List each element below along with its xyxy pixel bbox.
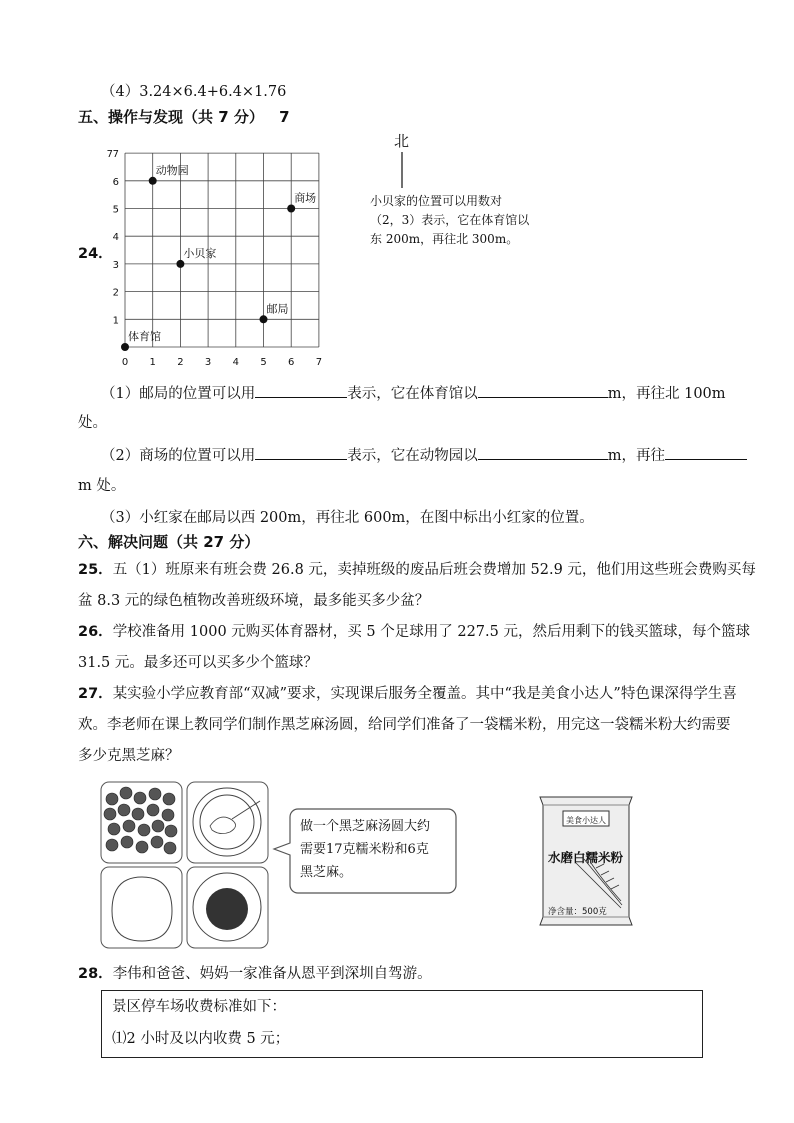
x-tick-label: 0 — [121, 357, 129, 368]
q26-line-1: 学校准备用 1000 元购买体育器材，买 5 个足球用了 227.5 元，然后用剩下的钱买篮球，每个篮球 — [112, 624, 750, 640]
q25-line-2: 盆 8.3 元的绿色植物改善班级环境，最多能买多少盆？ — [78, 593, 430, 609]
grid-point-label: 邮局 — [266, 302, 289, 316]
x-tick-label: 1 — [149, 357, 156, 368]
y-tick-label: 6 — [112, 176, 119, 188]
q27-line-1: 某实验小学应教育部“双减”要求，实现课后服务全覆盖。其中“我是美食小达人”特色课深得学生喜 — [112, 686, 737, 702]
bubble-line-2: 需要17克糯米粉和6克 — [300, 842, 429, 857]
y-tick-label: 5 — [112, 204, 119, 216]
x-tick-label: 6 — [288, 357, 295, 368]
q26-line-2: 31.5 元。最多还可以买多少个篮球？ — [78, 655, 318, 671]
q27-number: 27． — [78, 686, 113, 702]
q28-number: 28． — [78, 966, 113, 982]
y-tick-label: 4 — [112, 232, 119, 244]
item-4: （4）3.24×6.4+6.4×1.76 — [101, 84, 287, 100]
q24-p2-d: m 处。 — [78, 478, 126, 494]
q26 — [78, 622, 750, 642]
q27-line-3: 多少克黑芝麻？ — [78, 748, 180, 764]
coordinate-grid — [105, 150, 330, 375]
answer-blank[interactable] — [255, 383, 347, 398]
q24-p1-a: （1）邮局的位置可以用 — [101, 386, 256, 402]
section-5-title-text: 五、操作与发现（共 7 分） — [78, 108, 264, 126]
x-tick-label: 7 — [315, 357, 323, 368]
north-label: 北 — [394, 132, 410, 150]
speech-bubble-text — [300, 815, 430, 884]
north-arrow-icon — [396, 150, 408, 190]
parking-fee-line-2: ⑴2 小时及以内收费 5 元； — [112, 1031, 290, 1047]
answer-blank[interactable] — [478, 445, 608, 460]
tangyuan-steps-illustration — [100, 781, 272, 951]
q25-line-1: 五（1）班原来有班会费 26.8 元，卖掉班级的废品后班会费增加 52.9 元，他们用这些班会费购买每 — [112, 562, 756, 578]
grid-point — [287, 205, 295, 213]
q26-number: 26． — [78, 624, 113, 640]
grid-points — [121, 163, 316, 351]
answer-blank[interactable] — [255, 445, 347, 460]
y-tick-label: 7 — [112, 150, 119, 161]
parking-fee-line-1: 景区停车场收费标准如下： — [112, 999, 286, 1015]
answer-blank[interactable] — [665, 445, 747, 460]
grid-point-label: 小贝家 — [183, 246, 217, 260]
grid-point — [260, 315, 268, 323]
q24-note — [370, 192, 529, 249]
filled-dough-icon — [193, 873, 261, 941]
q25 — [78, 560, 756, 580]
section-6-title: 六、解决问题（共 27 分） — [78, 533, 260, 551]
q24-p1-c: m，再往北 100m — [607, 386, 726, 402]
section-5-extra: 7 — [279, 108, 290, 126]
q24-p2-c: m，再往 — [607, 448, 665, 464]
q24-p2-b: 表示，它在动物园以 — [347, 448, 478, 464]
q27-line-2: 欢。李老师在课上教同学们制作黑芝麻汤圆，给同学们准备了一袋糯米粉，用完这一袋糯米粉大约需要 — [78, 717, 731, 733]
grid-point-label: 体育馆 — [128, 330, 161, 343]
bag-name: 水磨白糯米粉 — [548, 850, 624, 865]
answer-blank[interactable] — [478, 383, 608, 398]
q24-part1 — [101, 383, 726, 404]
y-tick-label-extra: 7 — [106, 150, 113, 161]
grid-point-label: 商场 — [294, 191, 317, 205]
note-line-2: （2，3）表示，它在体育馆以 — [370, 213, 530, 227]
dough-icon — [112, 877, 172, 941]
bubble-line-1: 做一个黑芝麻汤圆大约 — [300, 819, 431, 834]
grid-point-label: 动物园 — [155, 163, 189, 177]
note-line-1: 小贝家的位置可以用数对 — [370, 194, 503, 208]
q28 — [78, 964, 432, 984]
bag-weight: 净含量：500克 — [548, 907, 607, 917]
bubble-line-3: 黑芝麻。 — [300, 865, 353, 880]
x-tick-label: 4 — [232, 357, 239, 368]
parking-fee-box — [101, 990, 703, 1058]
y-tick-label: 2 — [112, 287, 119, 299]
q25-number: 25． — [78, 562, 113, 578]
note-line-3: 东 200m，再往北 300m。 — [370, 232, 519, 246]
q24-number: 24． — [78, 246, 113, 262]
q24-p1-b: 表示，它在体育馆以 — [347, 386, 478, 402]
x-tick-label: 3 — [204, 357, 212, 368]
x-tick-label: 2 — [177, 357, 184, 368]
q27 — [78, 684, 737, 704]
q24-part3: （3）小红家在邮局以西 200m，再往北 600m，在图中标出小红家的位置。 — [101, 510, 594, 526]
grid-point — [176, 260, 184, 268]
x-tick-label: 5 — [260, 357, 267, 368]
bag-brand: 美食小达人 — [566, 816, 606, 825]
q28-line: 李伟和爸爸、妈妈一家准备从恩平到深圳自驾游。 — [112, 966, 432, 982]
y-tick-label: 3 — [112, 259, 119, 271]
q24-part2 — [101, 445, 747, 466]
y-tick-label: 1 — [112, 315, 119, 327]
section-5-title — [78, 107, 290, 127]
q24-p2-a: （2）商场的位置可以用 — [101, 448, 256, 464]
grid-point — [149, 177, 157, 185]
grid-point — [121, 343, 129, 351]
q24-p1-d: 处。 — [78, 415, 107, 431]
step-panel-mixing — [187, 782, 268, 863]
